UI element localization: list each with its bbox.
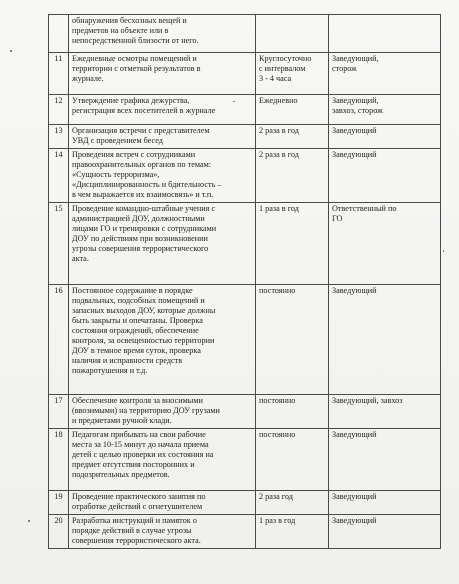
measure-description-line: быть закрыты и опечатаны. Проверка	[72, 316, 203, 325]
measure-frequency-line: постоянно	[259, 430, 296, 439]
measure-responsible-line: Заведующий	[332, 150, 377, 159]
measure-description-line: отработке действий с огнетушителем	[72, 502, 203, 511]
measure-description-line: Проведение командно-штабные учения с	[72, 204, 216, 213]
measure-responsible-line: Заведующий	[332, 492, 377, 501]
measure-frequency-line: 3 - 4 часа	[259, 74, 292, 83]
table-row	[49, 203, 441, 285]
table-row	[49, 429, 441, 491]
measure-description-line: журнале.	[72, 74, 104, 83]
measure-description-line: (ввозимыми) на территорию ДОУ грузами	[72, 406, 220, 415]
measure-description	[69, 149, 256, 203]
measure-description-line: «Сущность терроризма»,	[72, 170, 160, 179]
measure-description-line: пожаротушения и т.д.	[72, 366, 148, 375]
measure-description-line: Организация встречи с представителем	[72, 126, 210, 135]
measure-description-line: подозрительных предметов.	[72, 470, 170, 479]
table-row	[49, 149, 441, 203]
table-row	[49, 95, 441, 125]
measure-responsible-line: Заведующий	[332, 286, 377, 295]
row-number: 15	[49, 203, 69, 285]
measure-frequency-line: 2 раза в год	[259, 150, 299, 159]
measure-description	[69, 53, 256, 95]
scan-speck	[10, 50, 12, 52]
row-number: 11	[49, 53, 69, 95]
measure-description-line: Обеспечение контроля за вносимыми	[72, 396, 203, 405]
measure-description-line: ДОУ по действиям при возникновении	[72, 234, 208, 243]
measure-frequency-line: с интервалом	[259, 64, 306, 73]
table-row	[49, 491, 441, 515]
measure-description-line: порядке действий в случае угрозы	[72, 526, 192, 535]
measure-description-line: Разработка инструкций и памяток о	[72, 516, 197, 525]
row-number: 13	[49, 125, 69, 149]
measure-frequency-line: постоянно	[259, 286, 296, 295]
scan-speck	[233, 101, 235, 102]
table-row	[49, 285, 441, 395]
measure-description-line: администрацией ДОУ, должностными	[72, 214, 205, 223]
measure-description-line: детей с целью проверки их состояния на	[72, 450, 214, 459]
row-number: 16	[49, 285, 69, 395]
measure-responsible	[329, 95, 441, 125]
measure-description-line: совершения террористического акта.	[72, 536, 201, 545]
measure-frequency	[256, 95, 329, 125]
measure-frequency-line: 1 раз в год	[259, 516, 296, 525]
measure-responsible	[329, 53, 441, 95]
row-number: 12	[49, 95, 69, 125]
table-row	[49, 125, 441, 149]
measure-description-line: обнаружения бесхозных вещей и	[72, 16, 187, 25]
measure-frequency-line: 2 раза в год	[259, 126, 299, 135]
measure-frequency	[256, 203, 329, 285]
measure-description-line: Утверждение графика дежурства,	[72, 96, 190, 105]
scan-speck	[28, 520, 30, 522]
measure-responsible	[329, 149, 441, 203]
measure-description-line: лицами ГО и тренировки с сотрудниками	[72, 224, 217, 233]
measure-description	[69, 125, 256, 149]
row-number: 20	[49, 515, 69, 549]
measure-frequency-line: Ежедневно	[259, 96, 298, 105]
scan-speck	[443, 250, 444, 252]
measure-responsible	[329, 515, 441, 549]
measure-description-line: Ежедневные осмотры помещений и	[72, 54, 197, 63]
measure-responsible-line: Заведующий, завхоз	[332, 396, 403, 405]
measure-frequency	[256, 395, 329, 429]
measure-frequency	[256, 285, 329, 395]
measure-description-line: УВД с проведением бесед	[72, 136, 163, 145]
row-number: 17	[49, 395, 69, 429]
measure-frequency-line: постоянно	[259, 396, 296, 405]
measure-responsible-line: завхоз, сторож	[332, 106, 383, 115]
measure-responsible	[329, 429, 441, 491]
measure-description	[69, 15, 256, 53]
measure-description	[69, 491, 256, 515]
measure-responsible-line: Заведующий	[332, 126, 377, 135]
row-number: 19	[49, 491, 69, 515]
measure-description	[69, 285, 256, 395]
measure-description	[69, 95, 256, 125]
measure-description-line: в чем выражается их взаимосвязь» и т.п.	[72, 190, 214, 199]
measure-description-line: контроля, за освещенностью территории	[72, 336, 215, 345]
measure-responsible-line: Заведующий,	[332, 54, 379, 63]
measure-frequency	[256, 125, 329, 149]
measure-responsible-line: сторож	[332, 64, 357, 73]
measure-description-line: наличия и исправности средств	[72, 356, 183, 365]
measure-description	[69, 203, 256, 285]
row-number	[49, 15, 69, 53]
measure-frequency	[256, 15, 329, 53]
measure-description	[69, 429, 256, 491]
measure-description-line: Педагогам прибывать на свои рабочие	[72, 430, 206, 439]
measures-table-body	[49, 15, 441, 549]
measure-frequency	[256, 149, 329, 203]
table-row	[49, 53, 441, 95]
measure-description-line: и предметами ручной клади.	[72, 416, 172, 425]
measure-description-line: подвальных, подсобных помещений и	[72, 296, 205, 305]
table-row	[49, 15, 441, 53]
measure-responsible-line: Ответственный по	[332, 204, 397, 213]
measure-description-line: ДОУ в темное время суток, проверка	[72, 346, 201, 355]
measure-responsible	[329, 491, 441, 515]
measure-responsible	[329, 395, 441, 429]
measure-description-line: состояния ограждений, обеспечение	[72, 326, 199, 335]
measure-description-line: Постоянное содержание в порядке	[72, 286, 193, 295]
table-row	[49, 395, 441, 429]
measure-frequency-line: Круглосуточно	[259, 54, 312, 63]
measure-description	[69, 395, 256, 429]
measure-responsible	[329, 285, 441, 395]
row-number: 14	[49, 149, 69, 203]
measure-responsible	[329, 125, 441, 149]
measure-responsible-line: ГО	[332, 214, 343, 223]
measure-description-line: места за 10-15 минут до начала приема	[72, 440, 209, 449]
measure-description-line: Проведения встреч с сотрудниками	[72, 150, 196, 159]
measure-frequency-line: 1 раза в год	[259, 204, 299, 213]
measure-description-line: акта.	[72, 254, 89, 263]
measure-description-line: территории с отметкой результатов в	[72, 64, 201, 73]
measure-description-line: запасных выходов ДОУ, которые должны	[72, 306, 216, 315]
measure-description-line: предмет отсутствия посторонних и	[72, 460, 195, 469]
measure-description-line: непосредственной близости от него.	[72, 36, 199, 45]
measure-description-line: Проведение практического занятия по	[72, 492, 206, 501]
measure-description	[69, 515, 256, 549]
measure-description-line: угрозы совершения террористического	[72, 244, 209, 253]
measure-description-line: регистрация всех посетителей в журнале	[72, 106, 216, 115]
table-row	[49, 515, 441, 549]
measure-responsible-line: Заведующий	[332, 516, 377, 525]
measure-responsible-line: Заведующий	[332, 430, 377, 439]
measure-frequency	[256, 53, 329, 95]
measure-frequency	[256, 429, 329, 491]
measure-responsible	[329, 203, 441, 285]
measure-description-line: правоохранительных органов по темам:	[72, 160, 212, 169]
measures-table	[48, 14, 441, 549]
measure-frequency	[256, 491, 329, 515]
measure-responsible	[329, 15, 441, 53]
measure-description-line: предметов на объекте или в	[72, 26, 169, 35]
measure-frequency-line: 2 раза год	[259, 492, 293, 501]
row-number: 18	[49, 429, 69, 491]
measure-frequency	[256, 515, 329, 549]
measure-responsible-line: Заведующий,	[332, 96, 379, 105]
measure-description-line: «Дисциплинированность и бдительность –	[72, 180, 222, 189]
